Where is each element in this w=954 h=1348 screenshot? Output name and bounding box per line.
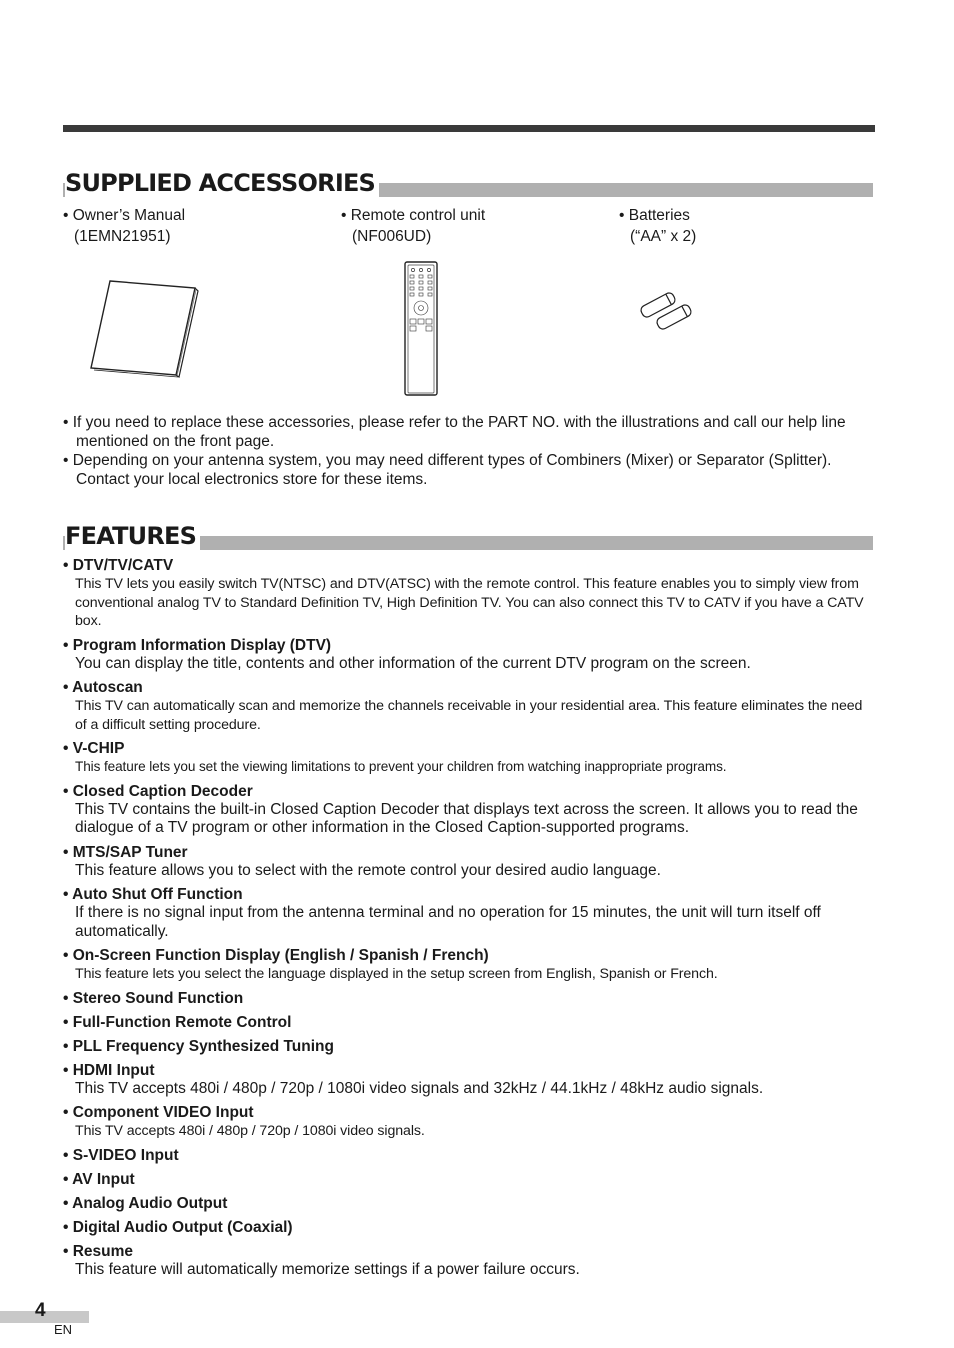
note-item: • Depending on your antenna system, you may need different types of Combiners (Mixer) or Separator (Splitter). Contact your local electronics store for these items. xyxy=(63,452,832,488)
feature-title: • Component VIDEO Input xyxy=(63,1104,254,1121)
feature-description: This TV accepts 480i / 480p / 720p / 1080i video signals and 32kHz / 44.1kHz / 48kHz audio signals. xyxy=(75,1079,764,1097)
feature-description: This TV contains the built-in Closed Caption Decoder that displays text across the screen. It allows you to read the dialogue of a TV program or other information in the Closed Caption-supported programs. xyxy=(75,800,858,836)
feature-item xyxy=(63,843,875,881)
feature-title: • Auto Shut Off Function xyxy=(63,886,243,903)
accessory-part-number: (1EMN21951) xyxy=(74,228,171,245)
page-number: 4 xyxy=(35,1300,46,1321)
feature-item xyxy=(63,885,875,941)
feature-description: This feature lets you select the language displayed in the setup screen from English, Spanish or French. xyxy=(75,966,718,982)
accessory-batteries xyxy=(619,205,696,247)
feature-title: • Full-Function Remote Control xyxy=(63,1013,292,1031)
batteries-icon xyxy=(636,290,698,334)
accessory-name: • Owner’s Manual xyxy=(63,207,186,224)
accessory-part-number: (“AA” x 2) xyxy=(630,228,697,245)
manual-booklet-icon xyxy=(88,278,200,378)
feature-title: • On-Screen Function Display (English / Spanish / French) xyxy=(63,947,489,964)
feature-title: • DTV/TV/CATV xyxy=(63,557,174,574)
section-title: SUPPLIED ACCESSORIES xyxy=(65,169,379,197)
feature-title: • Stereo Sound Function xyxy=(63,989,244,1007)
feature-description: This TV can automatically scan and memorize the channels receivable in your residential area. This feature eliminates the need of a difficult setting procedure. xyxy=(75,698,863,733)
feature-item xyxy=(63,678,875,734)
feature-title: • HDMI Input xyxy=(63,1061,155,1079)
feature-description: You can display the title, contents and other information of the current DTV program on the screen. xyxy=(75,654,751,672)
accessory-part-number: (NF006UD) xyxy=(352,228,432,245)
feature-title: • Resume xyxy=(63,1242,134,1260)
remote-control-icon xyxy=(402,260,440,398)
feature-description: This feature lets you set the viewing limitations to prevent your children from watching inappropriate programs. xyxy=(75,759,727,774)
feature-item xyxy=(63,556,875,631)
feature-item xyxy=(63,989,875,1008)
feature-title: • S-VIDEO Input xyxy=(63,1146,179,1164)
feature-title: • PLL Frequency Synthesized Tuning xyxy=(63,1037,334,1055)
feature-title: • Analog Audio Output xyxy=(63,1194,228,1212)
feature-item xyxy=(63,636,875,674)
features-header xyxy=(63,520,873,550)
feature-description: This TV lets you easily switch TV(NTSC) and DTV(ATSC) with the remote control. This feature enables you to simply view from conventional analog TV to Standard Definition TV, High Definition TV. You can also connect this TV to CATV if you have a CATV box. xyxy=(75,576,864,629)
feature-title: • MTS/SAP Tuner xyxy=(63,843,188,861)
accessory-owners-manual xyxy=(63,205,185,247)
accessory-remote-control xyxy=(341,205,485,247)
accessory-name: • Batteries xyxy=(619,207,690,224)
feature-item xyxy=(63,946,875,984)
feature-item xyxy=(63,739,875,777)
top-rule xyxy=(63,125,875,132)
feature-item xyxy=(63,1037,875,1056)
feature-item xyxy=(63,1194,875,1213)
accessories-notes xyxy=(63,413,875,489)
feature-title: • Program Information Display (DTV) xyxy=(63,636,332,654)
feature-item xyxy=(63,1103,875,1141)
feature-item xyxy=(63,1146,875,1165)
feature-item xyxy=(63,1242,875,1280)
section-title: FEATURES xyxy=(65,522,200,550)
feature-description: This TV accepts 480i / 480p / 720p / 1080i video signals. xyxy=(75,1123,425,1139)
note-item: • If you need to replace these accessories, please refer to the PART NO. with the illustrations and call our help line mentioned on the front page. xyxy=(63,414,846,450)
feature-item xyxy=(63,1061,875,1099)
supplied-accessories-header xyxy=(63,167,873,197)
features-list xyxy=(63,556,875,1284)
feature-item xyxy=(63,782,875,838)
feature-description: If there is no signal input from the antenna terminal and no operation for 15 minutes, the unit will turn itself off automatically. xyxy=(75,904,821,940)
feature-title: • AV Input xyxy=(63,1170,135,1188)
feature-item xyxy=(63,1013,875,1032)
feature-item xyxy=(63,1170,875,1189)
feature-title: • Closed Caption Decoder xyxy=(63,782,253,800)
feature-title: • V-CHIP xyxy=(63,740,125,757)
feature-title: • Digital Audio Output (Coaxial) xyxy=(63,1218,293,1236)
feature-description: This feature allows you to select with the remote control your desired audio language. xyxy=(75,861,661,879)
feature-description: This feature will automatically memorize settings if a power failure occurs. xyxy=(75,1260,580,1278)
accessory-name: • Remote control unit xyxy=(341,207,486,224)
feature-title: • Autoscan xyxy=(63,679,143,696)
page-language: EN xyxy=(54,1322,73,1337)
feature-item xyxy=(63,1218,875,1237)
